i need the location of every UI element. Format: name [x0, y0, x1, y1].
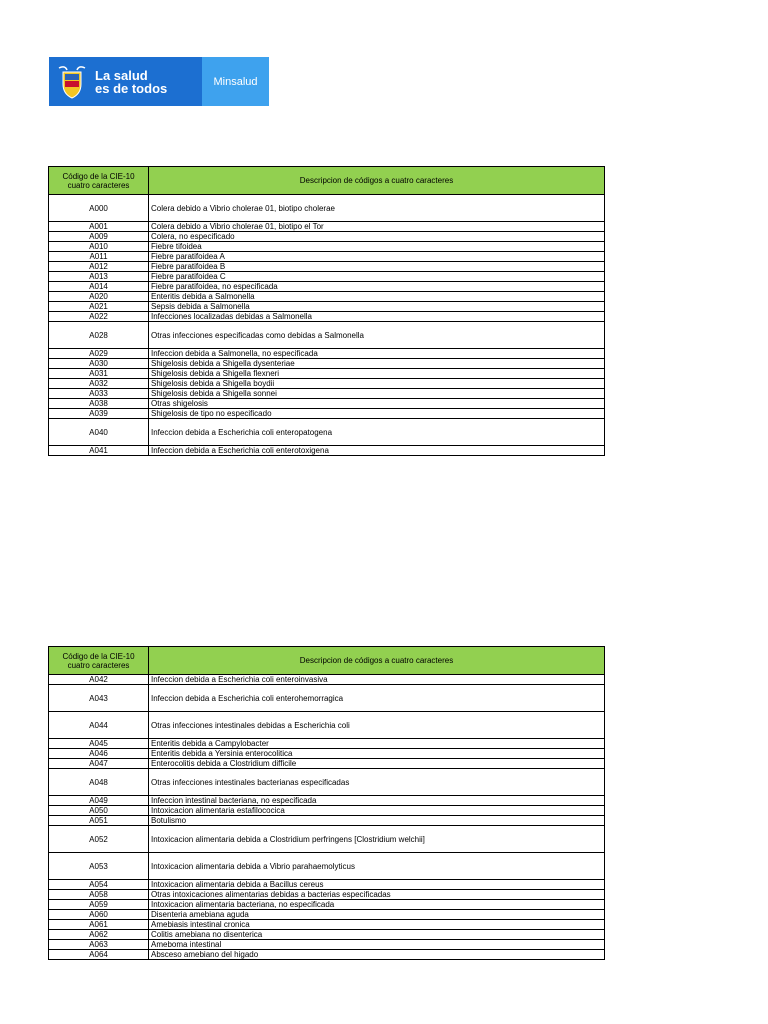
row-code: A063 — [49, 940, 149, 950]
table-row — [49, 322, 605, 349]
row-description: Enteritis debida a Campylobacter — [149, 739, 605, 749]
table-row — [49, 920, 605, 930]
table-row — [49, 389, 605, 399]
row-code: A046 — [49, 749, 149, 759]
table-row — [49, 419, 605, 446]
row-code: A039 — [49, 409, 149, 419]
row-code: A048 — [49, 769, 149, 796]
logo-line-2: es de todos — [95, 80, 168, 96]
row-description: Amebiasis intestinal cronica — [149, 920, 605, 930]
cie10-table-2 — [48, 646, 605, 960]
table-row — [49, 349, 605, 359]
table-row — [49, 252, 605, 262]
row-code: A012 — [49, 262, 149, 272]
header-description: Descripcion de códigos a cuatro caracteres — [149, 647, 605, 675]
row-code: A038 — [49, 399, 149, 409]
minsalud-logo — [49, 57, 269, 106]
table-row — [49, 712, 605, 739]
row-description: Absceso amebiano del higado — [149, 950, 605, 960]
row-code: A047 — [49, 759, 149, 769]
row-code: A062 — [49, 930, 149, 940]
row-code: A031 — [49, 369, 149, 379]
row-code: A001 — [49, 222, 149, 232]
row-description: Intoxicacion alimentaria bacteriana, no especificada — [149, 900, 605, 910]
row-code: A028 — [49, 322, 149, 349]
row-description: Botulismo — [149, 816, 605, 826]
row-code: A020 — [49, 292, 149, 302]
row-description: Intoxicacion alimentaria debida a Vibrio parahaemolyticus — [149, 853, 605, 880]
table-row — [49, 359, 605, 369]
table-row — [49, 232, 605, 242]
row-code: A060 — [49, 910, 149, 920]
row-code: A059 — [49, 900, 149, 910]
table-row — [49, 940, 605, 950]
row-code: A049 — [49, 796, 149, 806]
row-code: A064 — [49, 950, 149, 960]
table-row — [49, 806, 605, 816]
row-description: Infecciones localizadas debidas a Salmonella — [149, 312, 605, 322]
row-description: Fiebre paratifoidea, no especificada — [149, 282, 605, 292]
table-row — [49, 749, 605, 759]
row-description: Enterocolitis debida a Clostridium difficile — [149, 759, 605, 769]
row-code: A029 — [49, 349, 149, 359]
table-row — [49, 739, 605, 749]
row-description: Shigelosis debida a Shigella flexneri — [149, 369, 605, 379]
table-row — [49, 816, 605, 826]
table-row — [49, 880, 605, 890]
table-row — [49, 312, 605, 322]
row-description: Enteritis debida a Salmonella — [149, 292, 605, 302]
table-row — [49, 272, 605, 282]
row-description: Otras infecciones especificadas como debidas a Salmonella — [149, 322, 605, 349]
row-description: Infeccion debida a Escherichia coli enteropatogena — [149, 419, 605, 446]
row-description: Otras intoxicaciones alimentarias debidas a bacterias especificadas — [149, 890, 605, 900]
row-code: A053 — [49, 853, 149, 880]
header-code: Código de la CIE-10 cuatro caracteres — [49, 647, 149, 675]
row-description: Disenteria amebiana aguda — [149, 910, 605, 920]
table-row — [49, 826, 605, 853]
row-code: A054 — [49, 880, 149, 890]
table-row — [49, 195, 605, 222]
table-row — [49, 282, 605, 292]
row-description: Infeccion debida a Escherichia coli enterotoxigena — [149, 446, 605, 456]
row-description: Ameboma intestinal — [149, 940, 605, 950]
row-description: Infeccion debida a Salmonella, no especificada — [149, 349, 605, 359]
row-description: Fiebre tifoidea — [149, 242, 605, 252]
row-description: Fiebre paratifoidea C — [149, 272, 605, 282]
row-code: A009 — [49, 232, 149, 242]
row-description: Otras shigelosis — [149, 399, 605, 409]
row-description: Infeccion intestinal bacteriana, no especificada — [149, 796, 605, 806]
row-description: Infeccion debida a Escherichia coli enterohemorragica — [149, 685, 605, 712]
table-row — [49, 853, 605, 880]
table-row — [49, 950, 605, 960]
row-description: Sepsis debida a Salmonella — [149, 302, 605, 312]
row-description: Colera debido a Vibrio cholerae 01, biotipo cholerae — [149, 195, 605, 222]
row-description: Intoxicacion alimentaria estafilococica — [149, 806, 605, 816]
table-row — [49, 222, 605, 232]
row-code: A013 — [49, 272, 149, 282]
row-description: Shigelosis de tipo no especificado — [149, 409, 605, 419]
row-description: Colitis amebiana no disenterica — [149, 930, 605, 940]
table-row — [49, 796, 605, 806]
row-description: Intoxicacion alimentaria debida a Clostridium perfringens [Clostridium welchii] — [149, 826, 605, 853]
table-row — [49, 379, 605, 389]
row-description: Colera debido a Vibrio cholerae 01, biotipo el Tor — [149, 222, 605, 232]
table-row — [49, 685, 605, 712]
row-code: A014 — [49, 282, 149, 292]
logo-slogan — [95, 57, 202, 106]
table-row — [49, 890, 605, 900]
table-row — [49, 242, 605, 252]
row-description: Shigelosis debida a Shigella dysenteriae — [149, 359, 605, 369]
row-code: A032 — [49, 379, 149, 389]
row-code: A010 — [49, 242, 149, 252]
table-row — [49, 302, 605, 312]
row-description: Shigelosis debida a Shigella sonnei — [149, 389, 605, 399]
row-description: Infeccion debida a Escherichia coli enteroinvasiva — [149, 675, 605, 685]
row-code: A043 — [49, 685, 149, 712]
row-description: Otras infecciones intestinales bacterianas especificadas — [149, 769, 605, 796]
row-description: Colera, no especificado — [149, 232, 605, 242]
table-row — [49, 262, 605, 272]
header-code: Código de la CIE-10 cuatro caracteres — [49, 167, 149, 195]
row-code: A042 — [49, 675, 149, 685]
table-row — [49, 399, 605, 409]
row-code: A000 — [49, 195, 149, 222]
logo-line-1: La salud — [95, 67, 148, 83]
row-description: Shigelosis debida a Shigella boydii — [149, 379, 605, 389]
table-row — [49, 369, 605, 379]
table-row — [49, 292, 605, 302]
row-description: Otras infecciones intestinales debidas a Escherichia coli — [149, 712, 605, 739]
row-code: A041 — [49, 446, 149, 456]
row-code: A030 — [49, 359, 149, 369]
row-code: A052 — [49, 826, 149, 853]
table-row — [49, 900, 605, 910]
row-code: A061 — [49, 920, 149, 930]
row-code: A044 — [49, 712, 149, 739]
table-row — [49, 769, 605, 796]
row-code: A045 — [49, 739, 149, 749]
row-description: Intoxicacion alimentaria debida a Bacillus cereus — [149, 880, 605, 890]
row-code: A011 — [49, 252, 149, 262]
colombia-coat-of-arms-icon — [49, 57, 95, 106]
row-code: A040 — [49, 419, 149, 446]
table-row — [49, 759, 605, 769]
logo-brand: Minsalud — [202, 57, 269, 106]
row-code: A033 — [49, 389, 149, 399]
row-description: Fiebre paratifoidea A — [149, 252, 605, 262]
table-row — [49, 409, 605, 419]
table-row — [49, 930, 605, 940]
table-row — [49, 446, 605, 456]
table-row — [49, 910, 605, 920]
header-description: Descripcion de códigos a cuatro caracteres — [149, 167, 605, 195]
row-description: Fiebre paratifoidea B — [149, 262, 605, 272]
row-description: Enteritis debida a Yersinia enterocolitica — [149, 749, 605, 759]
row-code: A022 — [49, 312, 149, 322]
cie10-table-1 — [48, 166, 605, 456]
table-row — [49, 675, 605, 685]
row-code: A058 — [49, 890, 149, 900]
row-code: A021 — [49, 302, 149, 312]
row-code: A050 — [49, 806, 149, 816]
row-code: A051 — [49, 816, 149, 826]
